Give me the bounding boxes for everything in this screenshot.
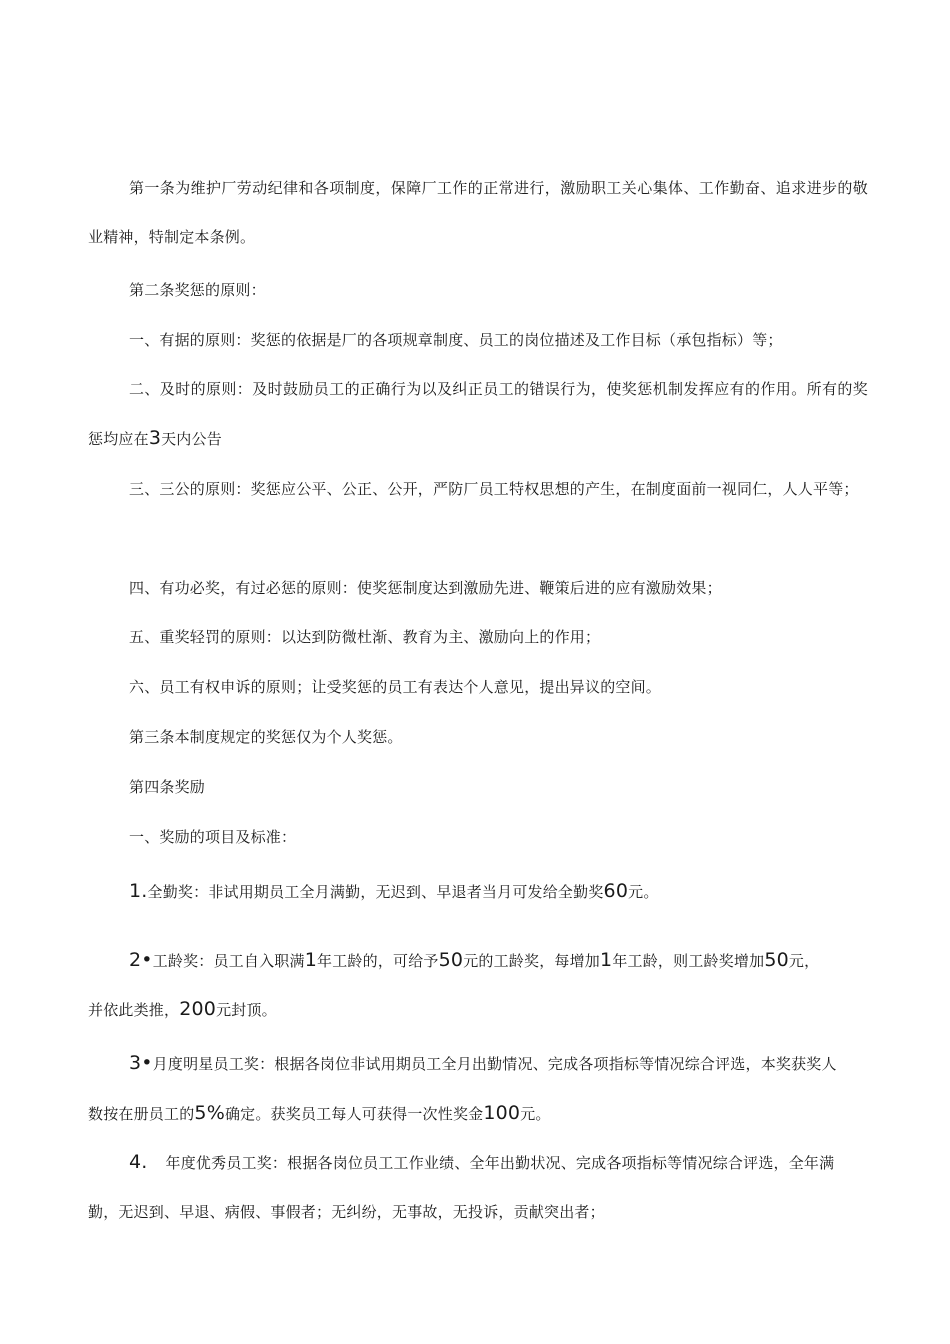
reward-item-2-text-c: 元的工龄奖，每增加: [463, 952, 601, 970]
reward-item-3-percent: 5%: [194, 1102, 225, 1124]
reward-item-3-text-b: 数按在册员工的: [88, 1105, 195, 1123]
article-1: [88, 164, 868, 262]
reward-item-2-text-b: 年工龄的，可给予: [317, 952, 439, 970]
article-1-text: 第一条为维护厂劳动纪律和各项制度，保障厂工作的正常进行，激励职工关心集体、工作勤奋、追求进步的敬业精神，特制定本条例。: [88, 179, 868, 246]
principle-4: 四、有功必奖，有过必惩的原则：使奖惩制度达到激励先进、鞭策后进的应有激励效果；: [129, 579, 722, 597]
reward-item-2-years: 1: [304, 949, 318, 971]
principle-6: 六、员工有权申诉的原则；让受奖惩的员工有表达个人意见，提出异议的空间。: [129, 678, 662, 696]
principle-3: 三、三公的原则：奖惩应公平、公正、公开，严防厂员工特权思想的产生，在制度面前一视同仁，人人平等；: [129, 480, 859, 498]
reward-item-2-cap-amount: 200: [179, 998, 217, 1020]
reward-item-2-step-amount: 50: [764, 949, 789, 971]
article-4-title: 第四条奖励: [129, 778, 206, 796]
reward-item-3-line-2: [88, 1089, 868, 1139]
reward-item-4-line-1: [88, 1138, 868, 1188]
reward-item-4-line-2: 勤，无迟到、早退、病假、事假者；无纠纷，无事故，无投诉，贡献突出者；: [88, 1203, 605, 1221]
reward-item-1-amount: 60: [603, 880, 629, 902]
reward-item-3-line-1: [88, 1039, 868, 1089]
reward-item-2-number: 2•: [129, 949, 153, 971]
reward-item-2-base-amount: 50: [438, 949, 464, 971]
reward-item-1: [88, 867, 868, 917]
principle-1: 一、有据的原则：奖惩的依据是厂的各项规章制度、员工的岗位描述及工作目标（承包指标）等；: [129, 331, 783, 349]
reward-item-1-number: 1.: [129, 880, 148, 902]
reward-item-3-text-c: 确定。获奖员工每人可获得一次性奖金: [224, 1105, 484, 1123]
reward-item-2-text-d: 年工龄，则工龄奖增加: [612, 952, 765, 970]
reward-item-3-text-a: 月度明星员工奖：根据各岗位非试用期员工全月出勤情况、完成各项指标等情况综合评选，本奖获奖人: [152, 1055, 837, 1073]
reward-item-4-text-a: 年度优秀员工奖：根据各岗位员工工作业绩、全年出勤状况、完成各项指标等情况综合评选，全年满: [165, 1154, 835, 1172]
reward-item-3-number: 3•: [129, 1052, 153, 1074]
principle-2-text-b: 天内公告: [161, 430, 222, 448]
reward-item-2-text-g: 元封顶。: [216, 1001, 277, 1019]
reward-item-2-step-years: 1: [600, 949, 613, 971]
reward-item-2-line-2: [88, 985, 868, 1035]
reward-item-1-text-b: 元。: [628, 883, 659, 901]
reward-item-1-text-a: 全勤奖：非试用期员工全月满勤，无迟到、早退者当月可发给全勤奖: [147, 883, 604, 901]
reward-item-2-text-e: 元，: [788, 952, 820, 970]
reward-item-2-text-a: 工龄奖：员工自入职满: [152, 952, 305, 970]
reward-item-3-text-d: 元。: [520, 1105, 551, 1123]
reward-items-title: 一、奖励的项目及标准：: [129, 828, 297, 846]
principle-5: 五、重奖轻罚的原则：以达到防微杜渐、教育为主、激励向上的作用；: [129, 628, 601, 646]
principle-2: [88, 365, 868, 464]
reward-item-4-number: 4.: [129, 1151, 148, 1173]
reward-item-3-bonus: 100: [483, 1102, 521, 1124]
principle-2-days: 3: [148, 427, 162, 449]
article-2-title: 第二条奖惩的原则：: [129, 281, 266, 299]
article-3: 第三条本制度规定的奖惩仅为个人奖惩。: [129, 728, 403, 746]
principle-2-text-a: 二、及时的原则：及时鼓励员工的正确行为以及纠正员工的错误行为，使奖惩机制发挥应有的作用。所有的奖惩均应在: [88, 380, 868, 448]
reward-item-2-line-1: [88, 936, 868, 986]
reward-item-2-text-f: 并依此类推，: [88, 1001, 180, 1019]
